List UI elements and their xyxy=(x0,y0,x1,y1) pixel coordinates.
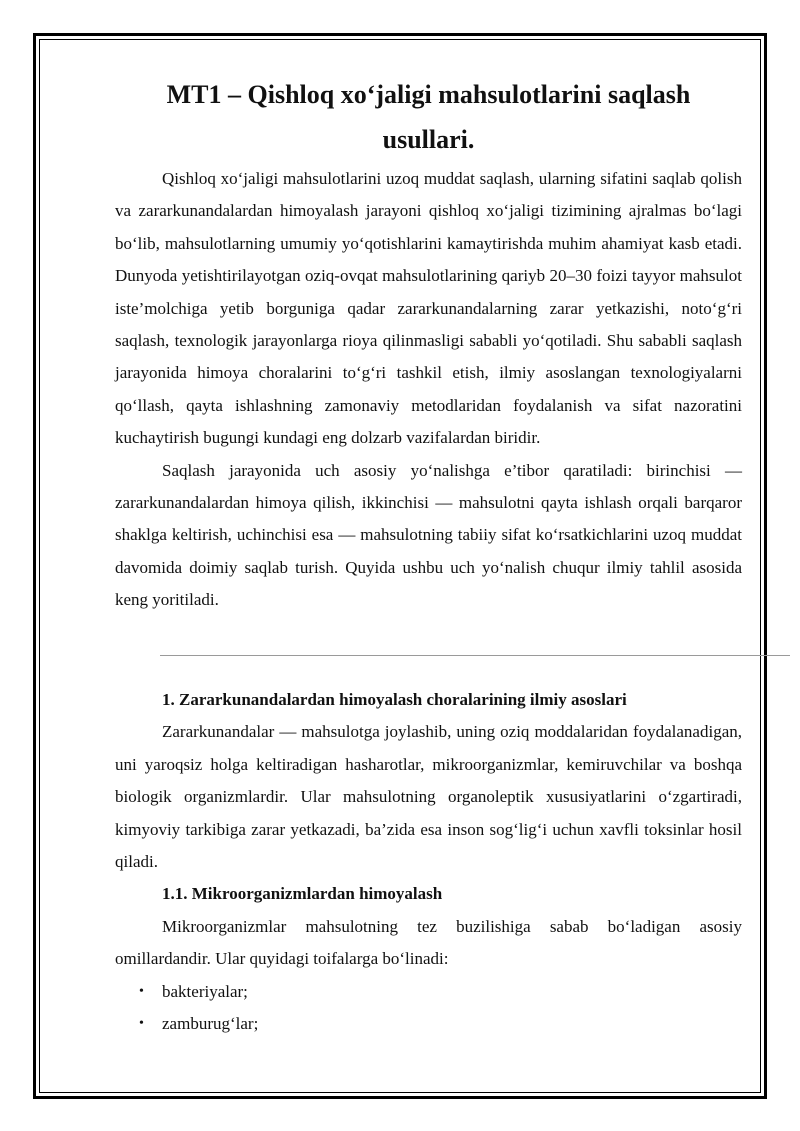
horizontal-divider xyxy=(160,655,790,656)
section-1-paragraph: Zararkunandalar — mahsulotga joylashib, uning oziq moddalaridan foydalanadigan, uni yaroqsiz holga keltiradigan hasharotlar, mikroorganizmlar, kemiruvchilar va boshqa biologik organizmlardir. Ular mahsulotning organoleptik xususiyatlarini o‘zgartiradi, kimyoviy tarkibiga zarar yetkazadi, ba’zida esa inson sog‘lig‘i uchun xavfli toksinlar hosil qiladi. xyxy=(115,722,742,872)
list-item-text: bakteriyalar; xyxy=(162,981,248,1001)
section-1-heading: 1. Zararkunandalardan himoyalash choralarining ilmiy asoslari xyxy=(162,690,627,709)
list-item xyxy=(115,1008,742,1040)
microorganism-list xyxy=(115,976,742,1041)
document-title: MT1 – Qishloq xo‘jaligi mahsulotlarini saqlash usullari. xyxy=(166,80,691,154)
list-item xyxy=(115,976,742,1008)
intro-paragraph-2: Saqlash jarayonida uch asosiy yo‘nalishga e’tibor qaratiladi: birinchisi — zararkunandalardan himoya qilish, ikkinchisi — mahsulotni qayta ishlash orqali barqaror shaklga keltirish, uchinchisi esa — mahsulotning tabiiy sifat ko‘rsatkichlarini uzoq muddat davomida doimiy saqlab turish. Quyida ushbu uch yo‘nalish chuqur ilmiy tahlil asosida keng yoritiladi. xyxy=(115,460,742,610)
list-item-text: zamburug‘lar; xyxy=(162,1014,259,1034)
intro-paragraph-1: Qishloq xo‘jaligi mahsulotlarini uzoq muddat saqlash, ularning sifatini saqlab qolish va zararkunandalardan himoyalash jarayoni qishloq xo‘jaligi tizimining ajralmas bo‘lagi bo‘lib, mahsulotlarning umumiy yo‘qotishlarini kamaytirishda muhim ahamiyat kasb etadi. Dunyoda yetishtirilayotgan oziq-ovqat mahsulotlarining qariyb 20–30 foizi tayyor mahsulot iste’molchiga yetib borguniga qadar zararkunandalarning zarar yetkazishi, noto‘g‘ri saqlash, texnologik jarayonlarga rioya qilinmasligi sababli yo‘qotiladi. Shu sababli saqlash jarayonida himoya choralarini to‘g‘ri tashkil etish, ilmiy asoslangan texnologiyalarni qo‘llash, qayta ishlashning zamonaviy metodlaridan foydalanish va sifat nazoratini kuchaytirish bugungi kundagi eng dolzarb vazifalardan biridir. xyxy=(115,169,742,448)
section-1-1-paragraph: Mikroorganizmlar mahsulotning tez buzilishiga sabab bo‘ladigan asosiy omillardandir. Ular quyidagi toifalarga bo‘linadi: xyxy=(115,916,742,969)
document-body xyxy=(115,72,742,617)
bullet-icon: • xyxy=(139,1016,144,1032)
section-1-1-heading: 1.1. Mikroorganizmlardan himoyalash xyxy=(162,884,443,904)
bullet-icon: • xyxy=(139,983,144,999)
section-1 xyxy=(115,684,742,1040)
